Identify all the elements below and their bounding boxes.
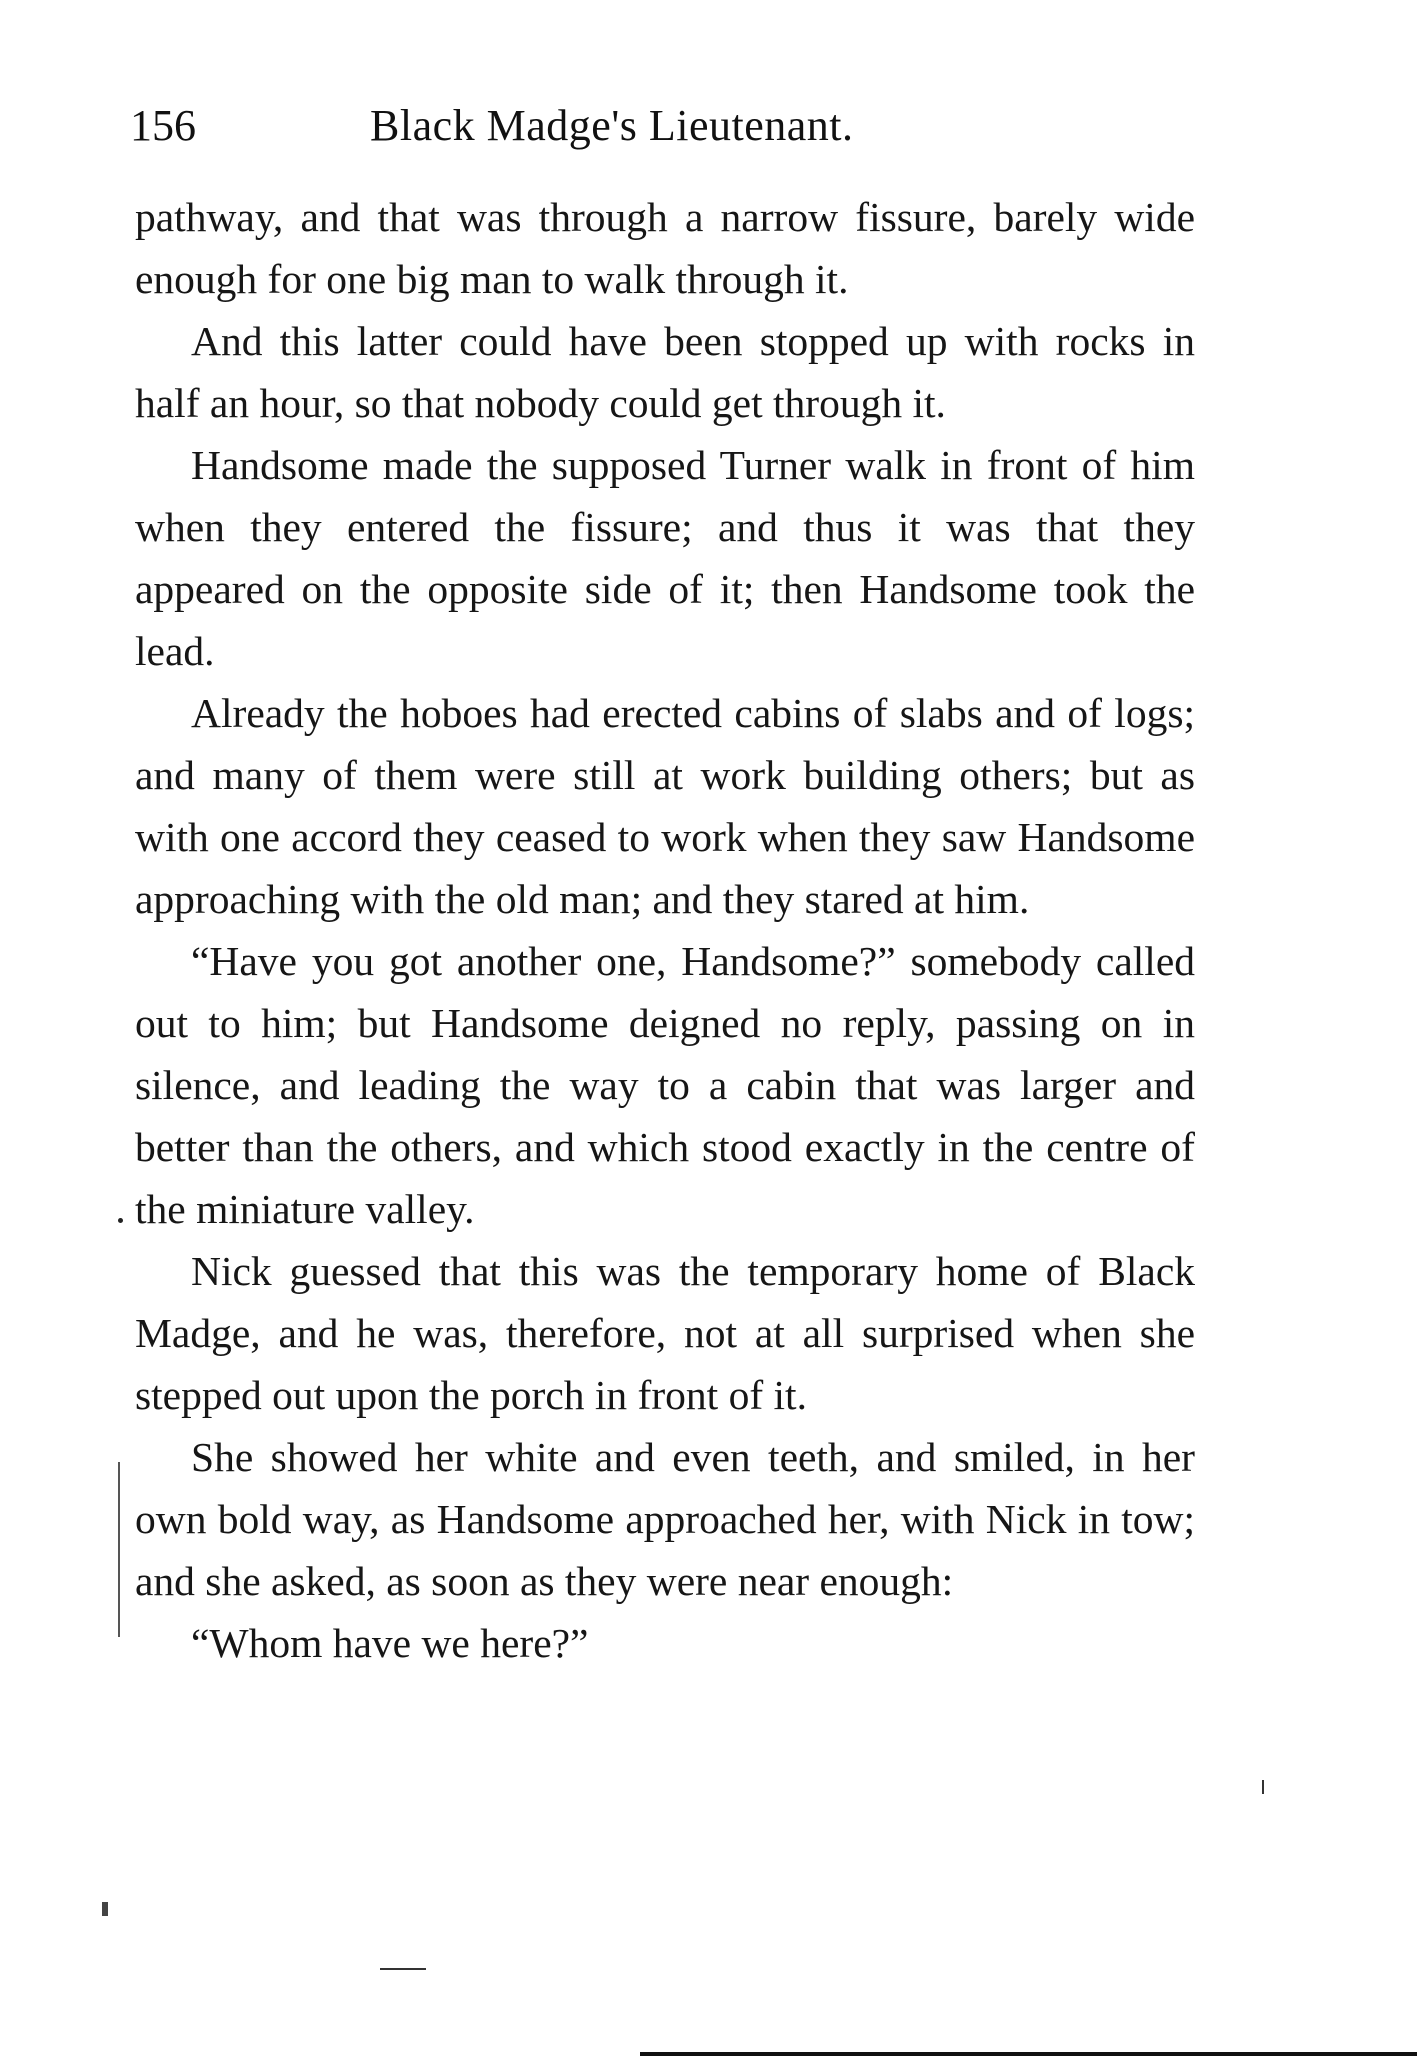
short-rule: [380, 1968, 426, 1970]
running-head: [130, 96, 1200, 156]
paragraph-6: Nick guessed that this was the temporary home of Black Madge, and he was, therefore, not at all surprised when she stepped out upon the porch in front of it.: [135, 1248, 1195, 1418]
paragraph-8: “Whom have we here?”: [191, 1620, 589, 1666]
margin-scan-dot: [118, 1218, 123, 1223]
paragraph-4: Already the hoboes had erected cabins of slabs and of logs; and many of them were still at work building others; but as with one accord they ceased to work when they saw Handsome approaching with the old man; and they stared at him.: [135, 690, 1195, 922]
margin-scan-line: [118, 1462, 120, 1637]
paragraph-2: And this latter could have been stopped up with rocks in half an hour, so that nobody could get through it.: [135, 318, 1195, 426]
paragraph-1: pathway, and that was through a narrow fissure, barely wide enough for one big man to walk through it.: [135, 194, 1195, 302]
running-title: Black Madge's Lieutenant.: [370, 101, 854, 150]
bottom-rule: [640, 2052, 1417, 2056]
paragraph-5: “Have you got another one, Handsome?” somebody called out to him; but Handsome deigned no reply, passing on in silence, and leading the way to a cabin that was larger and better than the others, and which stood exactly in the centre of the miniature valley.: [135, 938, 1195, 1232]
page-number: 156: [130, 101, 196, 150]
paragraph-7: She showed her white and even teeth, and smiled, in her own bold way, as Handsome approached her, with Nick in tow; and she asked, as soon as they were near enough:: [135, 1434, 1195, 1604]
margin-scan-tick: [1262, 1780, 1264, 1794]
paragraph-3: Handsome made the supposed Turner walk in front of him when they entered the fissure; and thus it was that they appeared on the opposite side of it; then Handsome took the lead.: [135, 442, 1195, 674]
corner-scan-mark: [102, 1902, 108, 1916]
body-text: [135, 186, 1195, 1674]
